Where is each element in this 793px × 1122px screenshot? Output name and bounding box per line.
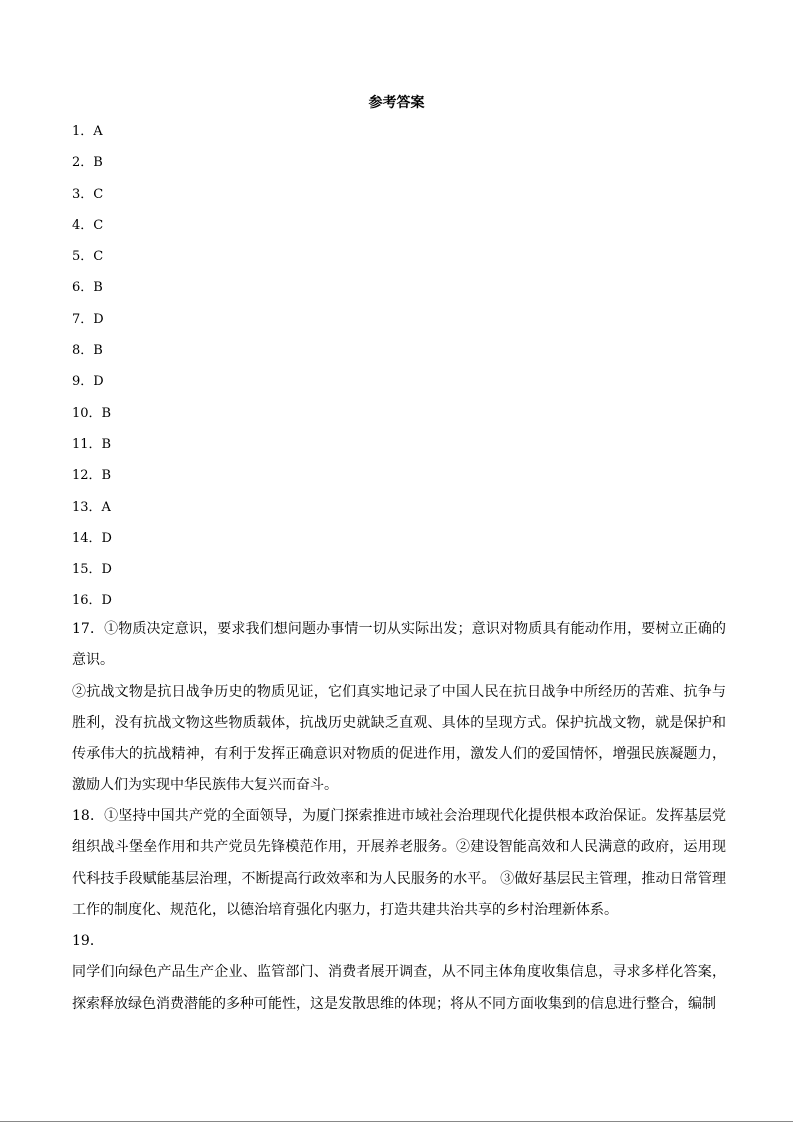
answer-item: 11．B bbox=[72, 436, 112, 452]
answer-item: 1．A bbox=[72, 124, 103, 139]
answer-19 bbox=[72, 926, 726, 1020]
answer-item: 6．B bbox=[72, 280, 103, 296]
answer-list bbox=[72, 121, 732, 622]
answer-item: 14．D bbox=[72, 530, 112, 546]
answer-item: 7．D bbox=[72, 311, 104, 327]
page-title: 参考答案 bbox=[368, 95, 425, 111]
answer-item: 13．A bbox=[72, 499, 111, 515]
answer-17-part-2: ②抗战文物是抗日战争历史的物质见证，它们真实地记录了中国人民在抗日战争中所经历的苦难、抗争与胜利，没有抗战文物这些物质载体，抗战历史就缺乏直观、具体的呈现方式。保护抗战文物，就是保护和传承伟大的抗战精神，有利于发挥正确意识对物质的促进作用，激发人们的爱国情怀，增强民族凝题力，激励人们为实现中华民族伟大复兴而奋斗。 bbox=[72, 683, 726, 794]
answer-item: 4．C bbox=[72, 217, 104, 233]
answer-item: 5．C bbox=[72, 249, 104, 265]
answer-item: 8．B bbox=[72, 343, 103, 359]
answer-item: 15．D bbox=[72, 562, 112, 578]
answer-19-number: 19． bbox=[72, 933, 104, 949]
answer-item: 12．B bbox=[72, 468, 112, 484]
answer-item: 9．D bbox=[72, 374, 104, 390]
answer-item: 2．B bbox=[72, 155, 103, 171]
answer-17-part-1: 17．①物质决定意识，要求我们想问题办事情一切从实际出发；意识对物质具有能动作用，要树立正确的意识。 bbox=[72, 621, 726, 669]
answer-item: 3．C bbox=[72, 186, 104, 202]
answer-17 bbox=[72, 614, 726, 802]
answer-18: 18．①坚持中国共产党的全面领导，为厦门探索推进市域社会治理现代化提供根本政治保证。发挥基层党组织战斗堡垒作用和共产党员先锋模范作用，开展养老服务。②建设智能高效和人民满意的政府，运用现代科技手段赋能基层治理，不断提高行政效率和为人民服务的水平。 ③做好基层民主管理，推动日常管理工作的制度化、规范化，以德治培育强化内驱力，打造共建共治共享的乡村治理新体系。 bbox=[72, 808, 726, 918]
answer-item: 10．B bbox=[72, 405, 112, 421]
answer-19-text: 同学们向绿色产品生产企业、监管部门、消费者展开调查，从不同主体角度收集信息，寻求多样化答案，探索释放绿色消费潜能的多种可能性，这是发散思维的体现；将从不同方面收集到的信息进行整合，编制 bbox=[72, 964, 726, 1012]
answer-item: 16．D bbox=[72, 593, 112, 609]
